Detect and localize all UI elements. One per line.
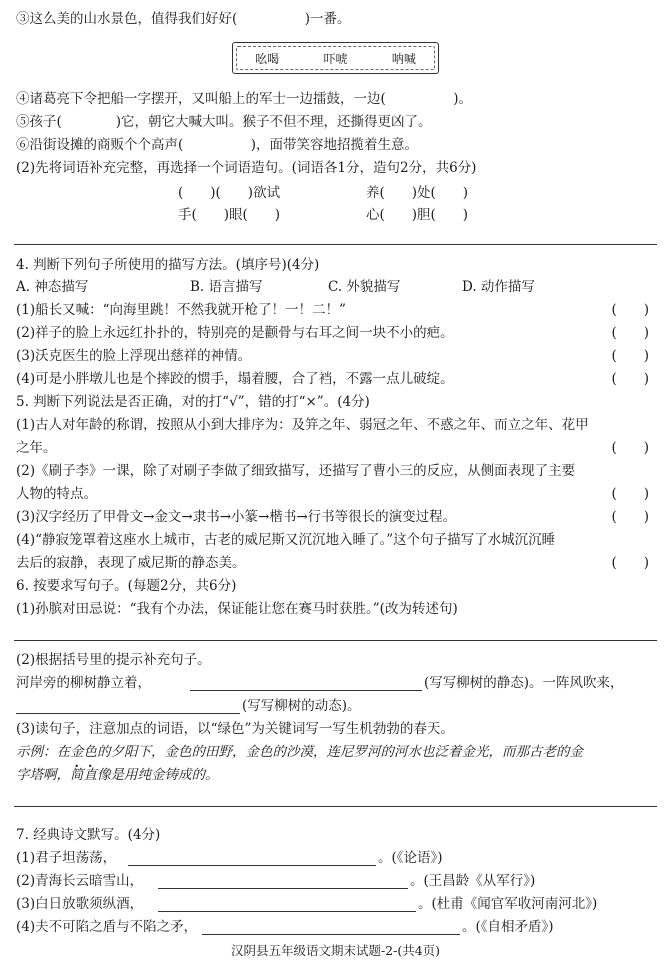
q7-item-4: (4)夫不可陷之盾与不陷之矛， [16,919,198,935]
q5-answer-4[interactable]: ( ) [611,555,649,571]
q5-answer-1[interactable]: ( ) [611,440,649,456]
q7-item-1: (1)君子坦荡荡， [16,850,117,866]
q2-word-3: 手( )眼( ) [178,207,281,223]
q6-item-2-line-a: 河岸旁的柳树静立着， [16,675,151,691]
q4-answer-2[interactable]: ( ) [611,325,649,341]
q4-item-2: (2)祥子的脸上永远红扑扑的，特别亮的是颧骨与右耳之间一块不小的疤。 [16,325,454,341]
q4-answer-4[interactable]: ( ) [611,371,649,387]
q5-item-4-line-2: 去后的寂静，表现了威尼斯的静态美。 [16,555,246,571]
q4-stem: 4. 判断下列句子所使用的描写方法。(填序号)(4分) [16,257,320,273]
q5-item-2-line-2: 人物的特点。 [16,486,97,502]
q6-item-3-answer-line[interactable] [14,806,657,807]
q6-blank-static[interactable] [190,690,422,691]
q4-option-b: B. 语言描写 [190,279,263,295]
q2-word-1: ( )( )欲试 [178,185,281,201]
q2-answer-line[interactable] [14,244,657,245]
q7-source-1: 。(《论语》) [378,850,443,866]
q4-item-3: (3)沃克医生的脸上浮现出慈祥的神情。 [16,348,252,364]
q2-word-4: 心( )胆( ) [366,207,469,223]
q6-item-1-answer-line[interactable] [14,640,657,641]
q7-item-2: (2)青海长云暗雪山， [16,873,144,889]
q1-item-5: ⑤孩子( )它，朝它大喊大叫。猴子不但不理，还撕得更凶了。 [16,114,432,130]
q4-item-1: (1)船长又喊：“向海里跳！不然我就开枪了！一！二！” [16,302,346,318]
q4-answer-3[interactable]: ( ) [611,348,649,364]
q6-example-line-1: 示例：在金色的夕阳下，金色的田野，金色的沙漠，连尼罗河的河水也泛着金光，而那古老的金 [16,744,583,760]
q5-stem: 5. 判断下列说法是否正确，对的打“√”，错的打“×”。(4分) [16,394,370,410]
q7-item-3: (3)白日放歌须纵酒， [16,896,144,912]
q6-item-3: (3)读句子，注意加点的词语，以“绿色”为关键词写一写生机勃勃的春天。 [16,721,454,737]
q6-example-line-2: 字塔啊，简直像是用纯金铸成的。 [16,767,219,783]
q7-source-3: 。(杜甫《闻官军收河南河北》) [418,896,598,912]
q2-stem: (2)先将词语补充完整，再选择一个词语造句。(词语各1分，造句2分，共6分) [16,160,477,176]
q5-item-4-line-1: (4)“静寂笼罩着这座水上城市，古老的威尼斯又沉沉地入睡了。”这个句子描写了水城沉沉睡 [16,532,556,548]
q5-answer-3[interactable]: ( ) [611,509,649,525]
q7-stem: 7. 经典诗文默写。(4分) [16,827,161,843]
page-footer: 汉阴县五年级语文期末试题-2-(共4页) [230,943,441,958]
q5-item-1-line-1: (1)古人对年龄的称谓，按照从小到大排序为：及笄之年、弱冠之年、不惑之年、而立之年、花甲 [16,417,589,433]
q2-word-2: 养( )处( ) [366,185,469,201]
q1-item-3: ③这么美的山水景色，值得我们好好( )一番。 [16,11,351,27]
word-choice-box [232,42,439,74]
q6-stem: 6. 按要求写句子。(每题2分，共6分) [16,578,237,594]
q1-item-6: ⑥沿街设摊的商贩个个高声( )，面带笑容地招揽着生意。 [16,137,419,153]
q7-blank-2[interactable] [158,888,408,889]
q6-item-2: (2)根据括号里的提示补充句子。 [16,652,211,668]
q5-answer-2[interactable]: ( ) [611,486,649,502]
q7-source-4: 。(《自相矛盾》) [462,919,554,935]
word-choice-2: 吓唬 [323,51,348,66]
q7-blank-3[interactable] [158,911,416,912]
q5-item-2-line-1: (2)《刷子李》一课，除了对刷子李做了细致描写，还描写了曹小三的反应，从侧面表现了主要 [16,463,576,479]
word-choice-3: 呐喊 [391,51,416,66]
q1-item-4: ④诸葛亮下令把船一字摆开，又叫船上的军士一边擂鼓，一边( )。 [16,91,473,107]
q7-blank-4[interactable] [202,934,460,935]
q4-option-d: D. 动作描写 [462,279,535,295]
q4-answer-1[interactable]: ( ) [611,302,649,318]
q4-item-4: (4)可是小胖墩儿也是个摔跤的惯手，塌着腰，合了裆，不露一点儿破绽。 [16,371,454,387]
q6-blank-dynamic[interactable] [16,713,240,714]
q4-option-c: C. 外貌描写 [328,279,401,295]
q7-source-2: 。(王昌龄《从军行》) [410,873,536,889]
q6-item-2-line-c: (写写柳树的动态)。 [242,698,361,714]
q4-option-a: A. 神态描写 [16,279,89,295]
word-choice-1: 吆喝 [255,51,280,66]
q6-item-1: (1)孙膑对田忌说：“我有个办法，保证能让您在赛马时获胜。”(改为转述句) [16,601,458,617]
q5-item-1-line-2: 之年。 [16,440,57,456]
q6-item-2-line-b: (写写柳树的静态)。一阵风吹来， [424,675,624,691]
q7-blank-1[interactable] [128,865,376,866]
q5-item-3: (3)汉字经历了甲骨文→金文→隶书→小篆→楷书→行书等很长的演变过程。 [16,509,457,525]
